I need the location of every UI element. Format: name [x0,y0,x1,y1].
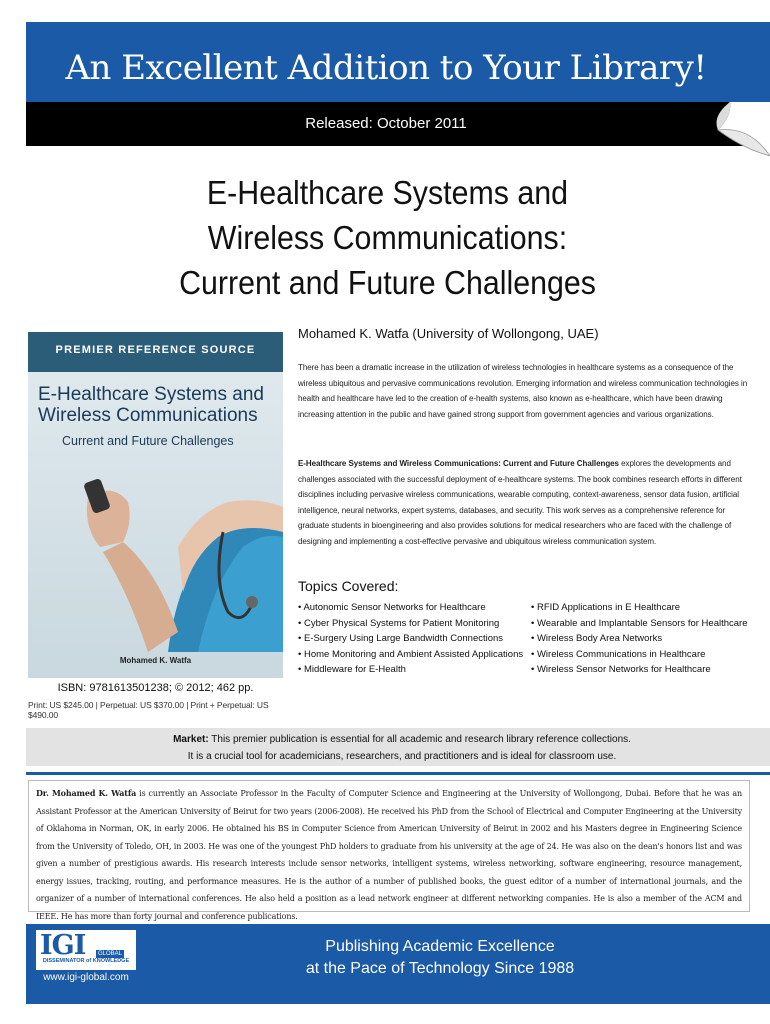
list-item: • Autonomic Sensor Networks for Healthcare [298,602,486,613]
list-item: • Cyber Physical Systems for Patient Monitoring [298,617,500,629]
bio-name: Dr. Mohamed K. Watfa [36,788,137,798]
topics-heading: Topics Covered: [298,578,399,594]
website-link[interactable]: www.igi-global.com [43,972,129,983]
bio-text: is currently an Associate Professor in the Faculty of Computer Science and Engineering at the University of Wollongong, Dubai. Before that he was an Assistant Professor at the American University of Beirut for two years (2006-2008). He received his PhD from the School of Electrical and Computer Engineering at the University of Oklahoma in Norman, OK, in early 2006. He obtained his BS in Computer Science from American University of Beirut in 2002 and his Masters degree in Engineering Science from the University of Toledo, OH, in 2003. He was one of the youngest PhD holders to graduate from his university at the age of 24. He was also on the dean's honors list and was given a number of prestigious awards. His research interests include sensor networks, intelligent systems, wireless networking, software engineering, resource management, energy issues, tracking, routing, and performance measures. He is the author of a number of published books, the guest editor of a number of international journals, and the organizer of a number of international conferences. He also held a position as a lead network engineer at different networking companies. He is also a member of the ACM and IEEE. He has more than forty journal and conference publications. [36,789,743,921]
title-line-3: Current and Future Challenges [179,264,596,301]
description-bold-title: E-Healthcare Systems and Wireless Communications: Current and Future Challenges [298,459,619,468]
footer-tagline-2: at the Pace of Technology Since 1988 [305,960,575,977]
cover-image-nurse [28,452,283,652]
logo-tagline: DISSEMINATOR of KNOWLEDGE [42,958,130,964]
title-line-2: Wireless Communications: [207,219,568,256]
cover-author: Mohamed K. Watfa [119,656,192,665]
description-paragraph-2 [298,456,758,549]
cover-title-line-2: Wireless Communications [38,405,258,426]
market-line-2: It is a crucial tool for academicians, researchers, and practitioners and is ideal for classroom use. [187,751,617,762]
description-paragraph-1: There has been a dramatic increase in the utilization of wireless technologies in healthcare systems as a consequence of the wireless ubiquitous and pervasive communications revolution. Emerging information and wireless communication technologies in health and healthcare have led to the creation of e-health systems, also known as e-healthcare, which have been drawing increasing attention in the public and have gained strong support from government agencies and various organizations. [298,363,748,419]
author-line: Mohamed K. Watfa (University of Wollongong, UAE) [298,326,599,341]
page-curl-icon [690,86,770,156]
book-title [141,170,633,305]
list-item: • Wireless Body Area Networks [531,633,663,644]
market-line-1: This premier publication is essential for all academic and research library reference collections. [208,734,631,745]
list-item: • RFID Applications in E Healthcare [531,602,681,613]
release-date: Released: October 2011 [305,115,467,132]
market-label: Market: [173,734,209,745]
headline: An Excellent Addition to Your Library! [65,48,707,88]
divider [26,772,770,775]
list-item: • Wireless Sensor Networks for Healthcare [531,664,711,675]
logo-global-text: GLOBAL [98,951,123,957]
topics-list-right [531,600,766,678]
description-body: explores the developments and challenges associated with the successful deployment of e-healthcare systems. The book combines research efforts in different disciplines including pervasive wireless communications, wearable computing, context-awareness, sensor data fusion, artificial intelligence, neural networks, expert systems, databases, and security. This work serves as a comprehensive reference for graduate students in bioengineering and also provides solutions for medical researchers who are faced with the challenge of designing and implementing a cost-effective pervasive and ubiquitous wireless communication system. [298,459,742,546]
list-item: • Wireless Communications in Healthcare [531,648,706,660]
market-text [26,731,770,765]
cover-series-band [28,332,283,372]
price-line: Print: US $245.00 | Perpetual: US $370.00 | Print + Perpetual: US $490.00 [28,700,269,720]
list-item: • Wearable and Implantable Sensors for Healthcare [531,617,748,629]
isbn-line: ISBN: 9781613501238; © 2012; 462 pp. [57,682,254,694]
cover-series: PREMIER REFERENCE SOURCE [55,344,256,356]
author-bio [36,785,742,925]
cover-subtitle: Current and Future Challenges [62,434,234,448]
topics-list-left [298,600,533,678]
cover-title [38,384,283,426]
list-item: • Middleware for E-Health [298,664,406,675]
book-cover [28,332,283,678]
cover-title-line-1: E-Healthcare Systems and [38,384,264,405]
footer-tagline-1: Publishing Academic Excellence [325,938,555,955]
logo-text: IGI [40,930,86,961]
title-line-1: E-Healthcare Systems and [206,174,569,211]
list-item: • Home Monitoring and Ambient Assisted Applications [298,648,524,660]
list-item: • E-Surgery Using Large Bandwidth Connections [298,633,504,644]
